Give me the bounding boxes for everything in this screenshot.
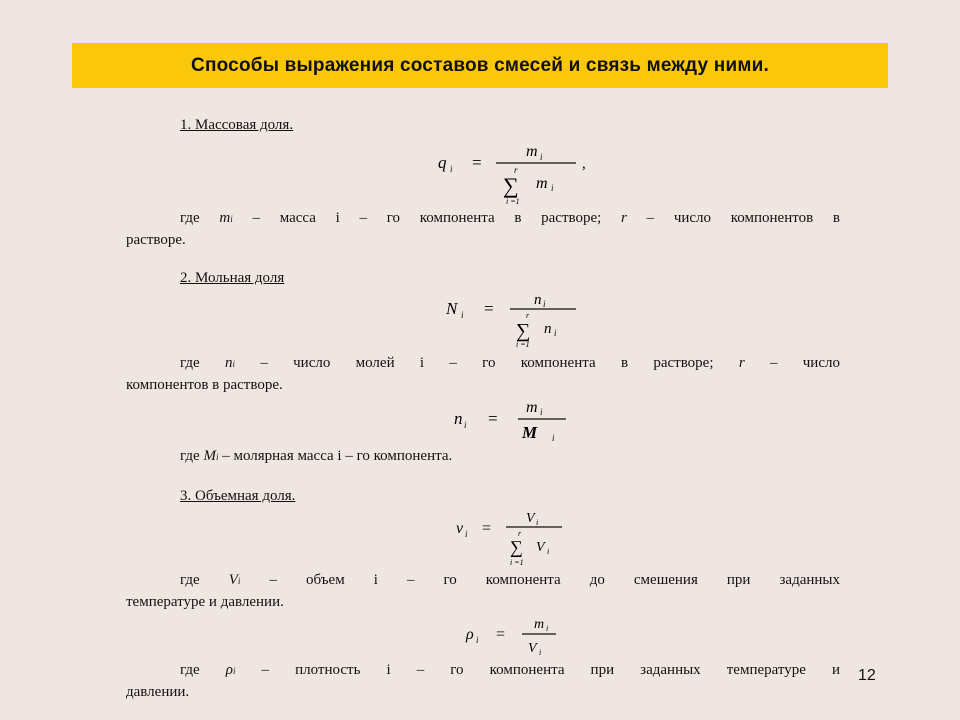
svg-text:i: i [539,648,542,657]
svg-text:V: V [528,641,537,656]
svg-text:i: i [540,407,543,417]
formula-denominator: m [536,175,548,192]
svg-text:=: = [488,409,498,428]
svg-text:i: i [540,152,543,162]
svg-text:r: r [526,311,530,320]
section-heading-molar-fraction: 2. Мольная доля [180,270,285,286]
svg-text:m: m [526,399,538,416]
formula-volume-fraction [448,507,578,571]
svg-text:i: i [461,310,464,320]
svg-text:∑: ∑ [510,537,523,557]
svg-text:r: r [518,529,522,538]
svg-text:i: i [543,299,546,309]
svg-text:n: n [544,321,552,337]
svg-text:m: m [534,617,545,632]
svg-text:i: i [554,328,557,338]
svg-text:n: n [534,292,542,308]
sum-symbol: ∑ [503,173,519,198]
svg-text:i =1: i =1 [510,558,524,567]
svg-text:i: i [547,547,550,556]
section-heading-volume-fraction: 3. Объемная доля. [180,488,296,504]
slide-title: Способы выражения составов смесей и связь между ними. [191,54,769,76]
svg-text:∑: ∑ [516,320,531,342]
svg-text:,: , [582,156,586,172]
svg-text:i =1: i =1 [516,340,530,349]
svg-text:i: i [450,164,453,174]
svg-text:i: i [552,433,555,443]
formula-lhs: q [438,153,447,172]
svg-text:i: i [464,420,467,430]
formula-moles [448,396,578,446]
formula-density [458,612,568,662]
svg-text:V: V [526,511,535,526]
svg-text:i: i [476,635,479,645]
svg-text:ν: ν [456,520,464,537]
section-heading-mass-fraction: 1. Массовая доля. [180,117,294,133]
svg-text:N: N [446,299,458,318]
svg-text:=: = [484,299,494,318]
note-volume-fraction: где Vi – объем i – го компонента до смешения при заданных температуре и давлении. [126,572,841,610]
svg-text:M: M [522,423,538,442]
svg-text:=: = [496,626,506,643]
svg-text:=: = [482,520,492,537]
formula-numerator: m [526,143,538,160]
svg-text:n: n [454,409,463,428]
svg-text:ρ: ρ [466,626,474,643]
svg-text:V: V [536,540,545,555]
page-number: 12 [858,667,876,684]
note-mass-fraction: где mi – масса i – го компонента в растворе; r – число компонентов в растворе. [126,210,840,248]
svg-text:i: i [536,518,539,527]
svg-text:i =1: i =1 [506,197,520,206]
formula-mass-fraction [430,138,600,208]
note-density: где ρi – плотность i – го компонента при заданных температуре и давлении. [126,662,840,700]
svg-text:i: i [551,183,554,193]
svg-text:i: i [546,624,549,633]
formula-molar-fraction [440,290,590,350]
note-molar-fraction: где ni – число молей i – го компонента в растворе; r – число компонентов в растворе. [126,355,840,393]
note-molar-mass: где Mi – молярная масса i – го компонента. [180,448,453,464]
svg-text:=: = [472,153,482,172]
svg-text:r: r [514,165,518,175]
svg-text:i: i [465,529,468,539]
